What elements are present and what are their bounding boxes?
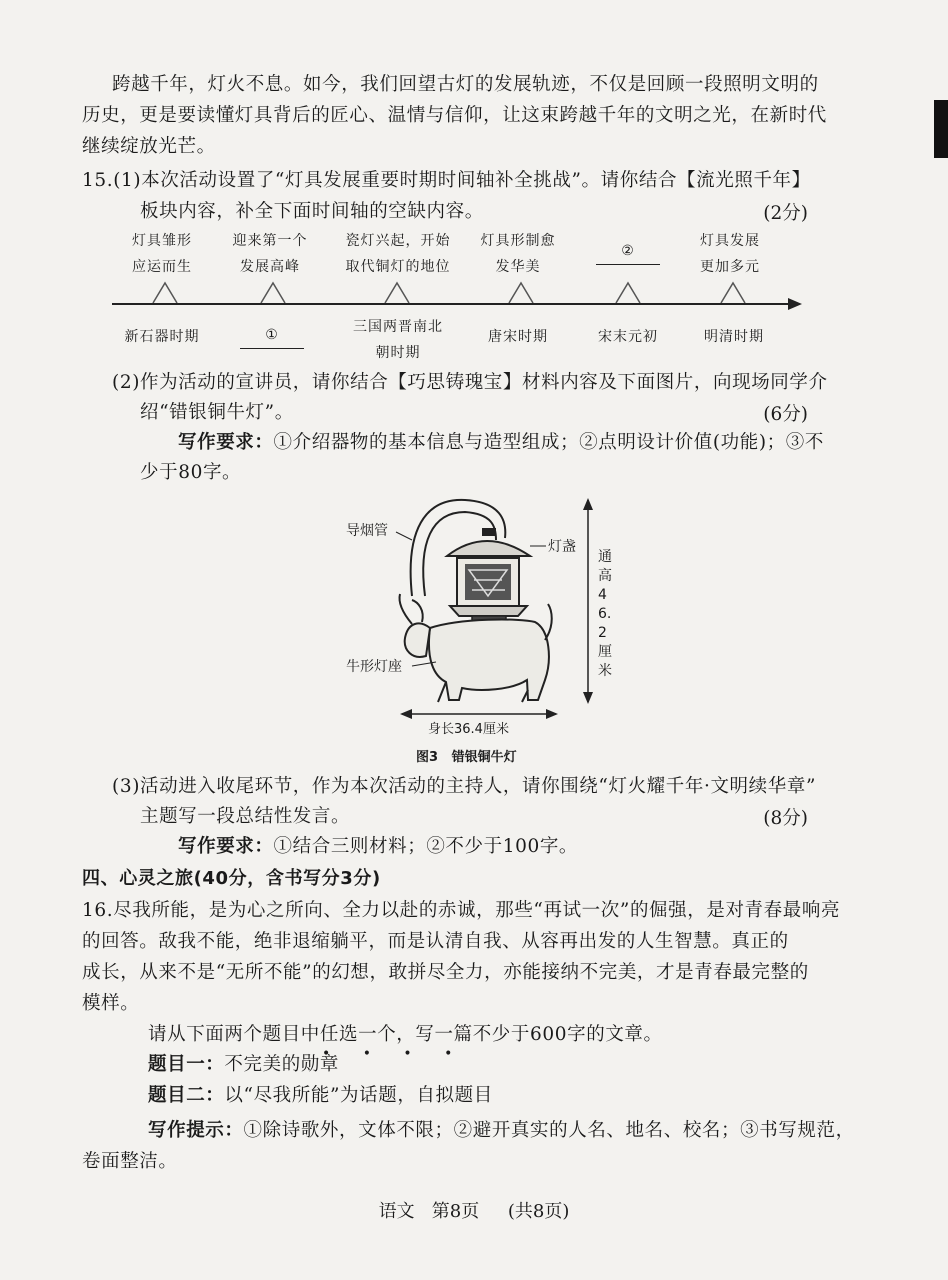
q16-instruction: 请从下面两个题目中任选一个，写一篇不少于600字的文章。 (148, 1024, 663, 1045)
timeline-event-1: 灯具雏形 应运而生 (132, 233, 192, 275)
intro-line-2: 历史，更是要读懂灯具背后的匠心、温情与信仰，让这束跨越千年的文明之光，在新时代 (82, 105, 827, 126)
q15-part1-line2: 板块内容，补全下面时间轴的空缺内容。 (140, 201, 484, 222)
label-ox-base: 牛形灯座 (346, 659, 402, 675)
q15-part1-score: (2分) (763, 203, 808, 224)
page-footer: 语文 第8页 (共8页) (378, 1201, 570, 1222)
topic-one: 题目一：不完美的勋章 (148, 1054, 340, 1075)
writing-tips-line2: 卷面整洁。 (82, 1151, 178, 1172)
q16-line-3: 成长，从来不是“无所不能”的幻想，敢拼尽全力，亦能接纳不完美，才是青春最完整的 (82, 962, 809, 983)
q15-part2-requirement-line2: 少于80字。 (140, 462, 242, 483)
label-height: 通高46.2厘米 (598, 549, 612, 679)
timeline-event-2: 迎来第一个 发展高峰 (232, 233, 308, 275)
requirement-label: 写作要求： (178, 432, 274, 453)
section4-heading: 四、心灵之旅(40分，含书写分3分) (82, 868, 381, 889)
q15-part2-line2: 绍“错银铜牛灯”。 (140, 402, 294, 423)
topic-two: 题目二：以“尽我所能”为话题，自拟题目 (148, 1085, 493, 1106)
q15-part3-score: (8分) (763, 808, 808, 829)
timeline-period-1: 新石器时期 (124, 329, 200, 345)
label-smoke-pipe: 导烟管 (346, 523, 388, 539)
writing-tips: 写作提示：①除诗歌外，文体不限；②避开真实的人名、地名、校名；③书写规范， (148, 1120, 855, 1141)
timeline-period-4: 唐宋时期 (488, 329, 548, 345)
q16-line-2: 的回答。敌我不能，绝非退缩躺平，而是认清自我、从容再出发的人生智慧。真正的 (82, 931, 789, 952)
intro-line-3: 继续绽放光芒。 (82, 136, 216, 157)
q15-part3-line2: 主题写一段总结性发言。 (140, 806, 351, 827)
timeline-period-6: 明清时期 (704, 329, 764, 345)
q15-part1-line1: 15.(1)本次活动设置了“灯具发展重要时期时间轴补全挑战”。请你结合【流光照千年】 (82, 170, 811, 191)
q15-part2-line1: (2)作为活动的宣讲员，请你结合【巧思铸瑰宝】材料内容及下面图片，向现场同学介 (112, 372, 828, 393)
q15-part2-score: (6分) (763, 404, 808, 425)
q15-part2-requirement: 写作要求：①介绍器物的基本信息与造型组成；②点明设计价值(功能)；③不 (178, 432, 824, 453)
timeline-event-3: 瓷灯兴起，开始 取代铜灯的地位 (345, 233, 451, 275)
timeline-blank-2[interactable]: ② (596, 238, 660, 265)
figure-caption: 图3 错银铜牛灯 (416, 750, 517, 765)
q16-line-4: 模样。 (82, 993, 140, 1014)
q15-part3-requirement: 写作要求：①结合三则材料；②不少于100字。 (178, 836, 579, 857)
intro-line-1: 跨越千年，灯火不息。如今，我们回望古灯的发展轨迹，不仅是回顾一段照明文明的 (112, 74, 819, 95)
emphasis-dots: • • • • (322, 1046, 467, 1062)
timeline-event-6: 灯具发展 更加多元 (700, 233, 760, 275)
q15-part3-line1: (3)活动进入收尾环节，作为本次活动的主持人，请你围绕“灯火耀千年·文明续华章” (112, 776, 817, 797)
timeline-event-4: 灯具形制愈 发华美 (480, 233, 556, 275)
timeline-period-3: 三国两晋南北 朝时期 (353, 319, 443, 361)
label-lamp-bowl: 灯盏 (548, 539, 576, 555)
requirement-label: 写作要求： (178, 836, 274, 857)
q16-line-1: 16.尽我所能，是为心之所向、全力以赴的赤诚，那些“再试一次”的倔强，是对青春最响亮 (82, 900, 841, 921)
timeline-blank-1[interactable]: ① (240, 322, 304, 349)
timeline-period-5: 宋末元初 (598, 329, 658, 345)
label-length: 身长36.4厘米 (428, 722, 509, 737)
